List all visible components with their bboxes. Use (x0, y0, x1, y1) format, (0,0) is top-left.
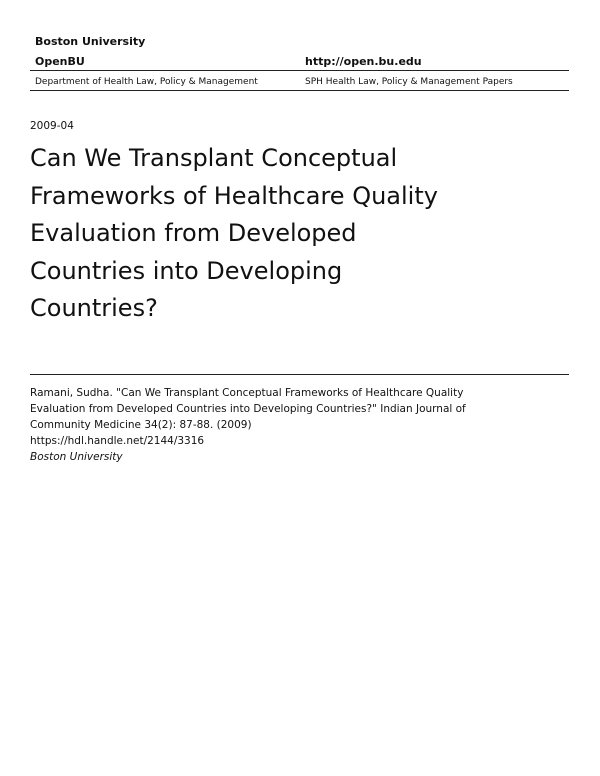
publication-date: 2009-04 (30, 120, 74, 132)
repository-url[interactable]: http://open.bu.edu (305, 55, 422, 68)
header-divider-top (30, 70, 569, 71)
title-line: Evaluation from Developed (30, 219, 357, 247)
title-line: Countries? (30, 294, 158, 322)
handle-link[interactable]: https://hdl.handle.net/2144/3316 (30, 435, 205, 447)
citation-divider (30, 374, 569, 375)
citation-line: Evaluation from Developed Countries into Developing Countries?" Indian Journal of (30, 403, 466, 415)
institution-name: Boston University (35, 35, 146, 48)
title-line: Can We Transplant Conceptual (30, 144, 398, 172)
citation-block (30, 385, 570, 465)
document-title (30, 140, 570, 328)
title-line: Countries into Developing (30, 256, 343, 285)
citation-institution: Boston University (30, 451, 123, 463)
title-line: Frameworks of Healthcare Quality (30, 181, 438, 210)
header-divider-bottom (30, 90, 569, 91)
department-name: Department of Health Law, Policy & Management (35, 77, 258, 87)
repository-name: OpenBU (35, 55, 85, 68)
citation-line: Community Medicine 34(2): 87-88. (2009) (30, 419, 252, 431)
citation-line: Ramani, Sudha. "Can We Transplant Conceptual Frameworks of Healthcare Quality (30, 387, 464, 399)
series-name: SPH Health Law, Policy & Management Papers (305, 77, 513, 87)
